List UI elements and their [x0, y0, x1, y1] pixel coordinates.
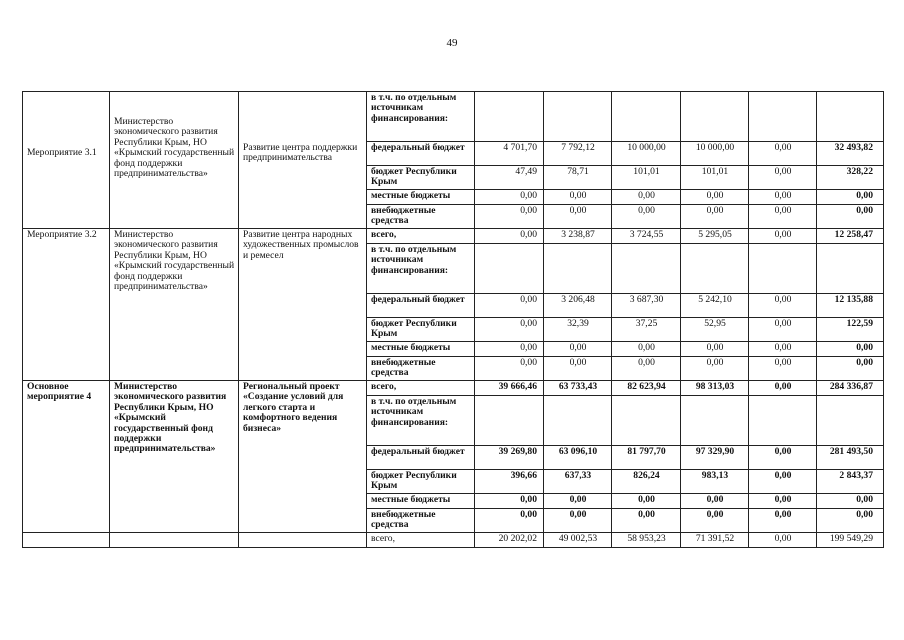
value-cell: 3 238,87: [544, 229, 612, 244]
value-cell: 5 295,05: [681, 229, 749, 244]
total-cell: 328,22: [817, 166, 884, 190]
total-cell: 12 135,88: [817, 294, 884, 318]
value-cell: 0,00: [749, 446, 817, 470]
event-cell: Мероприятие 3.2: [23, 229, 110, 381]
total-cell: 0,00: [817, 494, 884, 509]
value-cell: 396,66: [475, 470, 544, 494]
source-cell: бюджет Республики Крым: [367, 318, 475, 342]
value-cell: 52,95: [681, 318, 749, 342]
total-cell: [817, 92, 884, 142]
value-cell: [612, 396, 681, 446]
value-cell: 81 797,70: [612, 446, 681, 470]
value-cell: 0,00: [544, 494, 612, 509]
value-cell: [681, 92, 749, 142]
value-cell: 3 724,55: [612, 229, 681, 244]
value-cell: 37,25: [612, 318, 681, 342]
total-cell: 2 843,37: [817, 470, 884, 494]
table-row: [23, 92, 884, 142]
total-cell: [817, 244, 884, 294]
value-cell: 0,00: [612, 494, 681, 509]
goal-cell: Региональный проект «Создание условий для легкого старта и комфортного ведения бизнеса»: [239, 381, 367, 533]
value-cell: 97 329,90: [681, 446, 749, 470]
value-cell: [749, 396, 817, 446]
source-cell: в т.ч. по отдельным источникам финансирования:: [367, 396, 475, 446]
value-cell: 78,71: [544, 166, 612, 190]
table-row: [23, 381, 884, 396]
value-cell: 7 792,12: [544, 142, 612, 166]
value-cell: 39 269,80: [475, 446, 544, 470]
empty-cell: [23, 533, 110, 548]
total-cell: 32 493,82: [817, 142, 884, 166]
financing-table: [22, 91, 884, 548]
value-cell: 0,00: [475, 205, 544, 229]
total-cell: 284 336,87: [817, 381, 884, 396]
value-cell: [475, 244, 544, 294]
value-cell: 0,00: [749, 318, 817, 342]
total-cell: [817, 396, 884, 446]
value-cell: 0,00: [681, 205, 749, 229]
value-cell: [544, 92, 612, 142]
event-cell: Мероприятие 3.1: [23, 92, 110, 229]
value-cell: 0,00: [475, 294, 544, 318]
value-cell: 0,00: [544, 357, 612, 381]
value-cell: 10 000,00: [612, 142, 681, 166]
value-cell: 0,00: [749, 494, 817, 509]
value-cell: 0,00: [544, 342, 612, 357]
value-cell: 0,00: [475, 229, 544, 244]
source-cell: внебюджетные средства: [367, 509, 475, 533]
value-cell: 39 666,46: [475, 381, 544, 396]
total-cell: 122,59: [817, 318, 884, 342]
total-cell: 0,00: [817, 342, 884, 357]
value-cell: [475, 396, 544, 446]
value-cell: 0,00: [749, 533, 817, 548]
total-cell: 0,00: [817, 357, 884, 381]
value-cell: 3 687,30: [612, 294, 681, 318]
value-cell: 32,39: [544, 318, 612, 342]
value-cell: 0,00: [612, 205, 681, 229]
value-cell: 71 391,52: [681, 533, 749, 548]
value-cell: 82 623,94: [612, 381, 681, 396]
value-cell: [475, 92, 544, 142]
value-cell: [544, 244, 612, 294]
event-cell: Основное мероприятие 4: [23, 381, 110, 533]
executor-cell: Министерство экономического развития Республики Крым, НО «Крымский государственный фонд поддержки предпринимательства»: [110, 229, 239, 381]
source-cell: в т.ч. по отдельным источникам финансирования:: [367, 244, 475, 294]
source-cell: всего,: [367, 381, 475, 396]
value-cell: 0,00: [475, 318, 544, 342]
value-cell: 0,00: [612, 357, 681, 381]
value-cell: 0,00: [612, 190, 681, 205]
value-cell: 0,00: [681, 509, 749, 533]
value-cell: [681, 396, 749, 446]
value-cell: 983,13: [681, 470, 749, 494]
value-cell: 0,00: [749, 342, 817, 357]
executor-cell: Министерство экономического развития Республики Крым, НО «Крымский государственный фонд поддержки предпринимательства»: [110, 92, 239, 229]
executor-cell: Министерство экономического развития Республики Крым, НО «Крымский государственный фонд поддержки предпринимательства»: [110, 381, 239, 533]
source-cell: всего,: [367, 229, 475, 244]
value-cell: 0,00: [681, 190, 749, 205]
value-cell: 0,00: [475, 357, 544, 381]
value-cell: [749, 92, 817, 142]
value-cell: 63 096,10: [544, 446, 612, 470]
empty-cell: [239, 533, 367, 548]
value-cell: 0,00: [749, 190, 817, 205]
value-cell: 0,00: [681, 342, 749, 357]
value-cell: 637,33: [544, 470, 612, 494]
source-cell: внебюджетные средства: [367, 205, 475, 229]
total-cell: 0,00: [817, 509, 884, 533]
goal-cell: Развитие центра поддержки предпринимательства: [239, 92, 367, 229]
source-cell: местные бюджеты: [367, 342, 475, 357]
value-cell: 20 202,02: [475, 533, 544, 548]
source-cell: бюджет Республики Крым: [367, 166, 475, 190]
source-cell: местные бюджеты: [367, 190, 475, 205]
value-cell: 3 206,48: [544, 294, 612, 318]
value-cell: 0,00: [749, 294, 817, 318]
value-cell: 58 953,23: [612, 533, 681, 548]
value-cell: 0,00: [475, 190, 544, 205]
value-cell: 0,00: [475, 509, 544, 533]
value-cell: 0,00: [475, 494, 544, 509]
value-cell: [612, 244, 681, 294]
value-cell: 0,00: [749, 381, 817, 396]
table-row: [23, 533, 884, 548]
value-cell: 0,00: [544, 509, 612, 533]
value-cell: 0,00: [749, 470, 817, 494]
value-cell: 101,01: [681, 166, 749, 190]
value-cell: 0,00: [749, 166, 817, 190]
value-cell: [681, 244, 749, 294]
source-cell: бюджет Республики Крым: [367, 470, 475, 494]
total-cell: 199 549,29: [817, 533, 884, 548]
value-cell: 0,00: [544, 205, 612, 229]
source-cell: федеральный бюджет: [367, 446, 475, 470]
value-cell: [544, 396, 612, 446]
value-cell: 4 701,70: [475, 142, 544, 166]
empty-cell: [110, 533, 239, 548]
total-cell: 0,00: [817, 205, 884, 229]
value-cell: 0,00: [612, 342, 681, 357]
value-cell: 0,00: [749, 229, 817, 244]
value-cell: 0,00: [749, 357, 817, 381]
value-cell: [612, 92, 681, 142]
value-cell: 0,00: [612, 509, 681, 533]
goal-cell: Развитие центра народных художественных промыслов и ремесел: [239, 229, 367, 381]
value-cell: 10 000,00: [681, 142, 749, 166]
value-cell: 0,00: [544, 190, 612, 205]
value-cell: [749, 244, 817, 294]
source-cell: федеральный бюджет: [367, 142, 475, 166]
value-cell: 0,00: [749, 509, 817, 533]
value-cell: 0,00: [749, 142, 817, 166]
value-cell: 63 733,43: [544, 381, 612, 396]
total-cell: 12 258,47: [817, 229, 884, 244]
page-number: 49: [446, 37, 458, 49]
value-cell: 98 313,03: [681, 381, 749, 396]
value-cell: 0,00: [475, 342, 544, 357]
total-cell: 0,00: [817, 190, 884, 205]
value-cell: 0,00: [749, 205, 817, 229]
value-cell: 49 002,53: [544, 533, 612, 548]
value-cell: 47,49: [475, 166, 544, 190]
value-cell: 5 242,10: [681, 294, 749, 318]
value-cell: 0,00: [681, 494, 749, 509]
value-cell: 101,01: [612, 166, 681, 190]
value-cell: 0,00: [681, 357, 749, 381]
source-cell: внебюджетные средства: [367, 357, 475, 381]
value-cell: 826,24: [612, 470, 681, 494]
total-cell: 281 493,50: [817, 446, 884, 470]
source-cell: федеральный бюджет: [367, 294, 475, 318]
table-row: [23, 229, 884, 244]
source-cell: в т.ч. по отдельным источникам финансирования:: [367, 92, 475, 142]
source-cell: всего,: [367, 533, 475, 548]
source-cell: местные бюджеты: [367, 494, 475, 509]
